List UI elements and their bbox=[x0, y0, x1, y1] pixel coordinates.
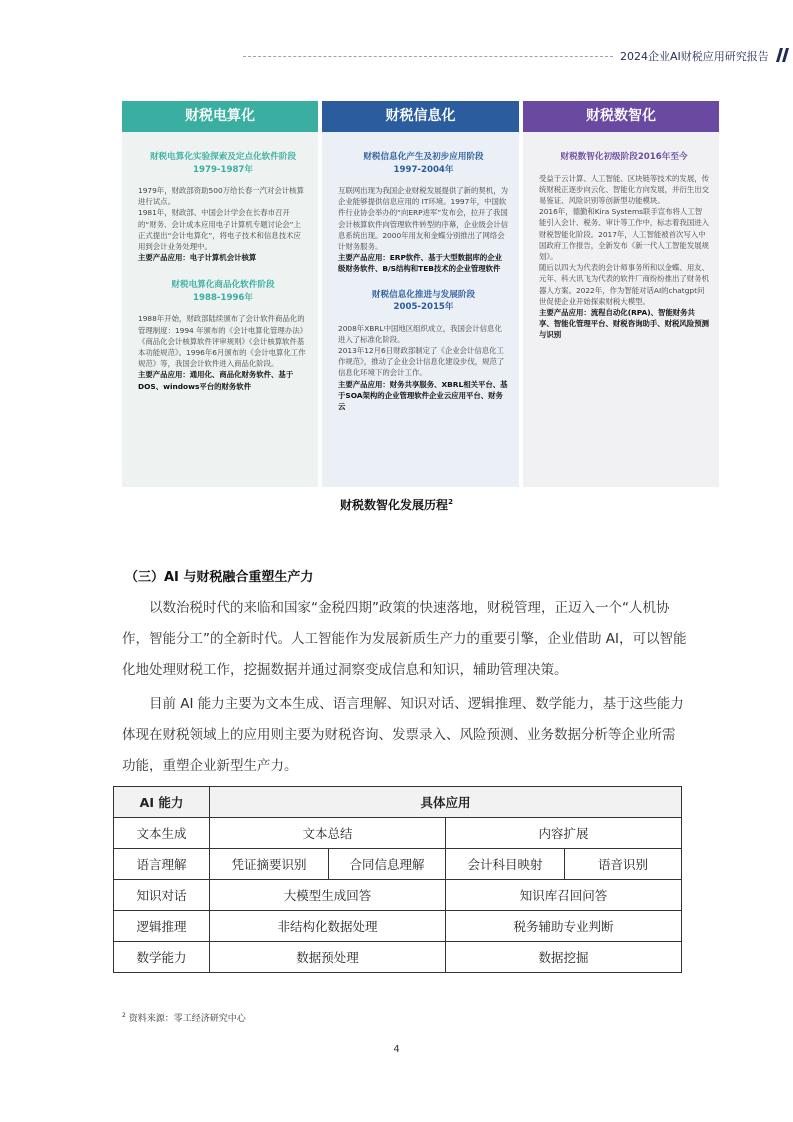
table-cell: 数据挖掘 bbox=[446, 942, 682, 973]
column-digital-intelligence bbox=[523, 101, 719, 487]
column-title: 财税电算化 bbox=[122, 101, 318, 132]
table-cell: 知识库召回问答 bbox=[446, 880, 682, 911]
stage-title: 财税信息化推进与发展阶段 2005-2015年 bbox=[371, 289, 476, 313]
stage-title: 财税电算化实验探索及定点化软件阶段 1979-1987年 bbox=[149, 152, 297, 175]
figure-caption: 财税数智化发展历程$^2$ bbox=[340, 498, 453, 512]
table-header-cell: AI 能力 bbox=[114, 787, 210, 818]
header-slash-mark-icon bbox=[773, 47, 789, 63]
table-cell: 数据预处理 bbox=[210, 942, 446, 973]
table-cell: 逻辑推理 bbox=[114, 911, 210, 942]
column-informatization bbox=[322, 101, 519, 487]
stage-products: 主要产品应用：流程自动化(RPA)、智能财务共享、智能化管理平台、财税咨询助手、财税风险预测与识别 bbox=[539, 307, 709, 340]
stage-title: 财税数智化初级阶段2016年至今 bbox=[560, 152, 688, 162]
stage-products: 主要产品应用：电子计算机会计核算 bbox=[138, 253, 257, 263]
table-row bbox=[114, 818, 682, 849]
table-row bbox=[114, 942, 682, 973]
stage-products: 主要产品应用：通用化、商品化财务软件、基于DOS、windows平台的财务软件 bbox=[138, 370, 294, 391]
table-cell: 会计科目映射 bbox=[446, 849, 565, 880]
table-cell: 内容扩展 bbox=[446, 818, 682, 849]
page-number: 4 bbox=[393, 1044, 400, 1055]
table-cell: 语言理解 bbox=[114, 849, 210, 880]
table-row bbox=[114, 880, 682, 911]
table-cell: 知识对话 bbox=[114, 880, 210, 911]
footnote: $^2$ 资料来源：零工经济研究中心 bbox=[122, 1012, 246, 1024]
ai-capability-table bbox=[113, 786, 682, 973]
stage-title: 财税电算化商品化软件阶段 1988-1996年 bbox=[171, 280, 275, 303]
footnote-ref[interactable]: 2 bbox=[448, 498, 453, 506]
body-paragraph: 目前 AI 能力主要为文本生成、语言理解、知识对话、逻辑推理、数学能力，基于这些能力体现在财税领域上的应用则主要为财税咨询、发票录入、风险预测、业务数据分析等企业所需功能，重塑企业新型生产力。 bbox=[122, 696, 684, 774]
table-header-cell: 具体应用 bbox=[210, 787, 682, 818]
table-cell: 合同信息理解 bbox=[329, 849, 446, 880]
table-cell: 税务辅助专业判断 bbox=[446, 911, 682, 942]
table-cell: 非结构化数据处理 bbox=[210, 911, 446, 942]
stage-description: 1979年，财政部资助500万给长春一汽对会计核算进行试点。 1981年，财政部、中国会计学会在长春市召开的“财务、会计成本应用电子计算机专题讨论会”上正式提出“会计电算化”，将电子技术和信息技术应用到会计业务处理中。 bbox=[138, 186, 304, 252]
development-timeline bbox=[122, 101, 719, 487]
table-row bbox=[114, 911, 682, 942]
stage-description: 2008年XBRL中国地区组织成立，我国会计信息化进入了标准化阶段。 2013年12月6日财政部制定了《企业会计信息化工作规范》，推动了企业会计信息化建设步伐，规范了信息化环境下的会计工作。 bbox=[338, 323, 505, 378]
table-cell: 文本生成 bbox=[114, 818, 210, 849]
stage-title: 财税信息化产生及初步应用阶段 1997-2004年 bbox=[363, 152, 484, 175]
header-divider bbox=[243, 56, 613, 57]
stage-products: 主要产品应用：财务共享服务、XBRL相关平台、基于SOA架构的企业管理软件企业云应用平台、财务云 bbox=[338, 379, 508, 412]
stage-description: 互联网出现为我国企业财税发展提供了新的契机，为企业能够提供信息应用的 IT环境。1997年，中国软件行业协会举办的“向ERP进军”发布会，拉开了我国会计核算软件向管理软件转型的序幕，企业级会计信息系统出现。2000年用友和金蝶分别推出了网络会计财务服务。 bbox=[338, 186, 508, 252]
stage-description: 1988年开始，财政部陆续颁布了会计软件商品化的管理制度：1994 年颁布的《会计电算化管理办法》《商品化会计核算软件评审规则》《会计核算软件基本功能规范》。1996年6月颁布的《会计电算化工作规范》等，我国会计软件进入商品化阶段。 bbox=[138, 314, 307, 369]
column-title: 财税数智化 bbox=[523, 101, 719, 132]
table-cell: 文本总结 bbox=[210, 818, 446, 849]
section-heading: （三）AI 与财税融合重塑生产力 bbox=[125, 570, 314, 585]
column-accounting-computerization bbox=[122, 101, 318, 487]
stage-products: 主要产品应用：ERP软件、基于大型数据库的企业级财务软件、B/S结构和TEB技术的企业管理软件 bbox=[338, 253, 502, 274]
table-header-row bbox=[114, 787, 682, 818]
table-cell: 语音识别 bbox=[565, 849, 682, 880]
table-cell: 凭证摘要识别 bbox=[210, 849, 329, 880]
body-paragraph: 以数治税时代的来临和国家“金税四期”政策的快速落地，财税管理，正迈入一个“人机协作，智能分工”的全新时代。人工智能作为发展新质生产力的重要引擎，企业借助 AI，可以智能化地处理财税工作，挖掘数据并通过洞察变成信息和知识，辅助管理决策。 bbox=[122, 600, 687, 678]
table-cell: 数学能力 bbox=[114, 942, 210, 973]
report-title: 2024企业AI财税应用研究报告 bbox=[620, 50, 769, 63]
table-row bbox=[114, 849, 682, 880]
stage-description: 受益于云计算、人工智能、区块链等技术的发展，传统财税正逐步向云化、智能化方向发展，并衍生出交易鉴证、风险识别等创新型功能模块。 2016年，德勤和Kira Systems联手宣布将人工智能引入会计、税务、审计等工作中，标志着我国进入财税智能化阶段。2017年，人工智能被首次写入中国政府工作报告，全新发布《新一代人工智能发展规划》。 随后以四大为代表的会计师事务所和以金蝶、用友、元年、科大讯飞为代表的软件厂商纷纷推出了财务机器人方案。2022年，作为智能对话AI的chatgpt问世促使企业开始探索财税大模型。 bbox=[539, 173, 709, 306]
table-cell: 大模型生成回答 bbox=[210, 880, 446, 911]
column-title: 财税信息化 bbox=[322, 101, 519, 132]
